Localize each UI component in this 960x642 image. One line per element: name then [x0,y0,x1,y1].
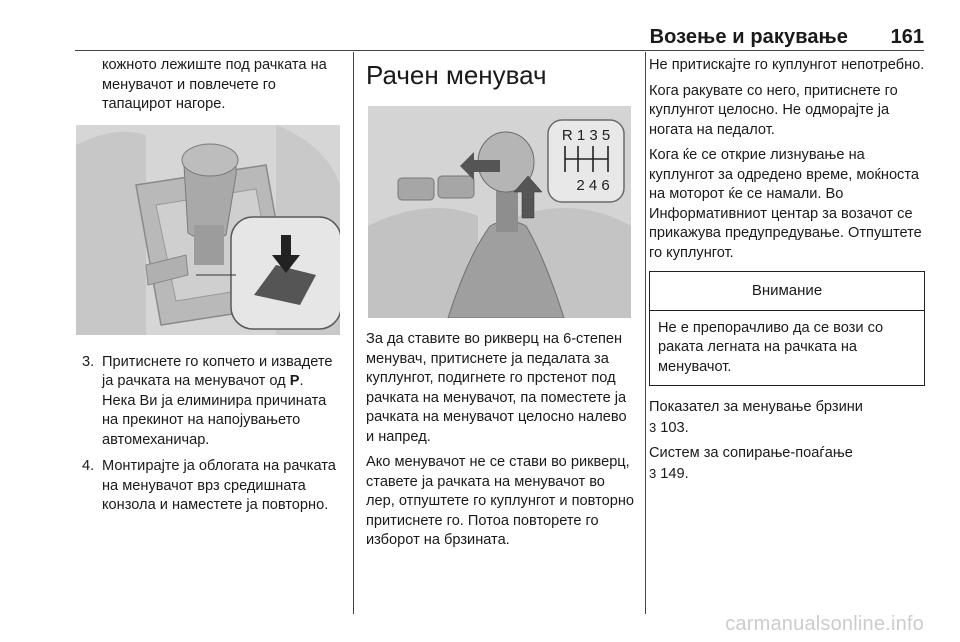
reference-text: Систем за сопирање-поаѓање [649,445,853,461]
gear-pattern-bottom-label: 2 4 6 [576,177,610,194]
page-reference-icon: 3 [649,419,657,435]
list-item-step-3 [76,353,340,451]
reference-text: Показател за менување брзини [649,399,863,415]
gear-pattern-top-label: R 1 3 5 [561,127,611,144]
step-number: 3. [82,353,95,370]
watermark-text: carmanualsonline.info [725,613,924,635]
reference-page: 103. [660,419,689,436]
header-rule [75,50,924,51]
reference-page: 149. [660,465,689,482]
shifter-removal-svg [76,125,340,335]
paragraph-reverse-gear: За да ставите во рикверц на 6-степен менувач, притиснете ја педалата за куплунгот, подигнете го прстенот под рачката на менувачот, па поместете ја рачката на менувачот целосно налево и напред. [366,331,627,445]
paragraph-reverse-retry: Ако менувачот не се стави во рикверц, ставете ја рачката на менувачот во лер, отпуштете го куплунгот и повторно притиснете го. Потоа повторете го изборот на брзината. [366,454,635,548]
page-header-title: Возење и ракување [649,26,848,48]
column-2 [366,56,636,557]
manual-transmission-svg [368,106,631,318]
paragraph-clutch-3: Кога ќе се открие лизнување на куплунгот за одредено време, моќноста на моторот ќе се намали. Во Информативниот центар за возачот се прикажува предупредување. Отпуштете го куплунгот. [649,147,922,261]
notice-text: Не е препорачливо да се вози со раката легната на рачката на менувачот. [658,319,884,375]
step-text-before: Притиснете го копчето и извадете ја рачката на менувачот од [102,353,333,389]
step-text-after: . Нека Ви ја елиминира причината на прекинот на напојувањето автомеханичар. [102,373,327,448]
paragraph-clutch-2: Кога ракувате со него, притиснете го куплунгот целосно. Не одморајте ја ногата на педалот. [649,82,898,138]
column-1 [76,56,340,523]
intro-text: кожното лежиште под рачката на менувачот и повлечете го тапацирот нагоре. [102,57,327,112]
manual-transmission-illustration [368,106,631,318]
column-3 [649,56,929,490]
step-number: 4. [82,458,95,474]
steps-list [76,353,340,516]
reference-stop-start [649,444,929,484]
paragraph-clutch-1: Не притискајте го куплунгот непотребно. [649,57,925,73]
page-reference-icon: 3 [649,465,657,481]
caution-notice [649,271,925,386]
page-number: 161 [890,26,924,48]
step-text: Монтирајте ја облогата на рачката на менувачот врз средишната конзола и наместете ја повторно. [102,458,336,513]
list-item-step-4 [76,457,340,516]
notice-title: Внимание [650,272,924,311]
column-divider-left [353,52,354,614]
shifter-removal-illustration [76,125,340,335]
step-bold-gear: P [289,373,300,389]
column-divider-right [645,52,646,614]
section-title: Рачен менувач [366,60,547,90]
reference-shift-indicator [649,398,929,438]
